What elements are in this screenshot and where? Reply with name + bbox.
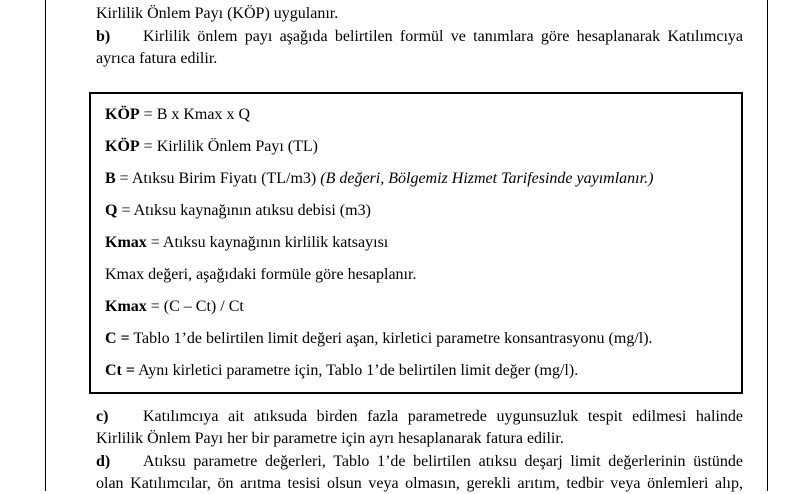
formula-kmax-expr: = (C – Ct) / Ct bbox=[146, 298, 244, 315]
term-kmax: Kmax bbox=[105, 298, 147, 315]
term-kmax: Kmax bbox=[105, 234, 147, 251]
definition-c bbox=[105, 329, 653, 349]
formula-kop bbox=[105, 105, 250, 125]
definition-kmax-text: = Atıksu kaynağının kirlilik katsayısı bbox=[146, 234, 389, 251]
page-border-right bbox=[767, 0, 768, 491]
definition-kop-text: = Kirlilik Önlem Payı (TL) bbox=[139, 138, 318, 155]
term-q: Q bbox=[105, 202, 118, 219]
paragraph-d-line1: Atıksu parametre değerleri, Tablo 1’de belirtilen atıksu deşarj limit değerlerinin üstünde bbox=[143, 453, 743, 470]
kmax-intro: Kmax değeri, aşağıdaki formüle göre hesaplanır. bbox=[105, 266, 417, 283]
paragraph-c-line2: Kirlilik Önlem Payı her bir parametre için ayrı hesaplanarak fatura edilir. bbox=[96, 430, 564, 447]
formula-box bbox=[89, 92, 743, 394]
term-kop: KÖP bbox=[105, 138, 140, 155]
formula-kop-expr: = B x Kmax x Q bbox=[139, 106, 251, 123]
term-c: C = bbox=[105, 330, 130, 347]
definition-ct-text: Aynı kirletici parametre için, Tablo 1’de belirtilen limit değer (mg/l). bbox=[135, 362, 579, 379]
definition-c-text: Tablo 1’de belirtilen limit değeri aşan, kirletici parametre konsantrasyonu (mg/l). bbox=[129, 330, 653, 347]
definition-b-note: (B değeri, Bölgemiz Hizmet Tarifesinde yayımlanır.) bbox=[320, 170, 654, 187]
top-line: Kirlilik Önlem Payı (KÖP) uygulanır. bbox=[96, 5, 339, 22]
paragraph-b-line1: Kirlilik önlem payı aşağıda belirtilen formül ve tanımlara göre hesaplanarak Katılımcıya bbox=[143, 28, 743, 45]
paragraph-c-label: c) bbox=[96, 408, 109, 425]
term-b: B bbox=[105, 170, 116, 187]
definition-kop bbox=[105, 137, 318, 157]
term-ct: Ct = bbox=[105, 362, 135, 379]
definition-q-text: = Atıksu kaynağının atıksu debisi (m3) bbox=[117, 202, 371, 219]
paragraph-c-line1: Katılımcıya ait atıksuda birden fazla parametrede uygunsuzluk tespit edilmesi halinde bbox=[143, 408, 743, 425]
paragraph-d-label: d) bbox=[96, 453, 111, 470]
term-kop: KÖP bbox=[105, 106, 140, 123]
definition-q bbox=[105, 201, 371, 221]
definition-b-text: = Atıksu Birim Fiyatı (TL/m3) bbox=[115, 170, 321, 187]
paragraph-b-line2: ayrıca fatura edilir. bbox=[96, 50, 218, 67]
definition-b bbox=[105, 169, 653, 189]
paragraph-b-label: b) bbox=[96, 28, 111, 45]
paragraph-d-line2: olan Katılımcılar, ön arıtma tesisi olsun veya olmasın, gerekli arıtım, tedbir veya önlemleri alıp, bbox=[96, 475, 743, 492]
formula-kmax bbox=[105, 297, 244, 317]
definition-ct bbox=[105, 361, 578, 381]
definition-kmax bbox=[105, 233, 388, 253]
page-border-left bbox=[45, 0, 46, 491]
